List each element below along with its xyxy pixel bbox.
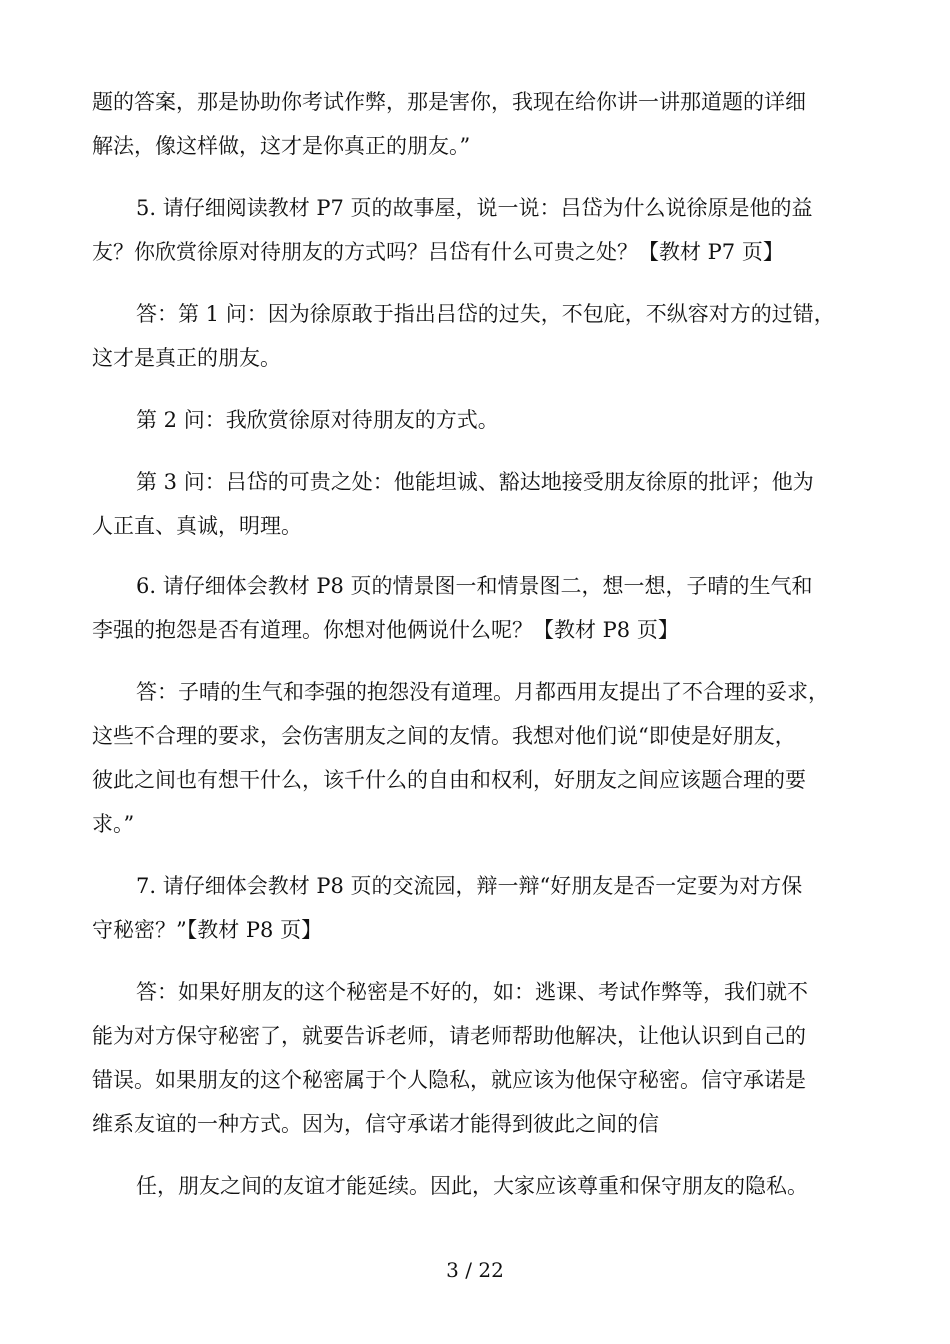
- text-line: 答：第 1 问：因为徐原敢于指出吕岱的过失，不包庇，不纵容对方的过错，: [136, 302, 835, 326]
- text-line: 5. 请仔细阅读教材 P7 页的故事屋，说一说：吕岱为什么说徐原是他的益: [136, 196, 813, 220]
- text-line: 守秘密？”【教材 P8 页】: [92, 918, 323, 942]
- answer-7-continuation: [92, 1164, 872, 1208]
- answer-5-part-2: [92, 398, 872, 442]
- text-line: 7. 请仔细体会教材 P8 页的交流园，辩一辩“好朋友是否一定要为对方保: [136, 874, 803, 898]
- text-line: 答：如果好朋友的这个秘密是不好的，如：逃课、考试作弊等，我们就不: [136, 980, 808, 1004]
- answer-7: [92, 970, 872, 1146]
- text-line: 求。”: [92, 812, 135, 836]
- answer-5-part-1: [92, 292, 872, 380]
- page-number: 3 / 22: [446, 1258, 504, 1282]
- text-line: 题的答案，那是协助你考试作弊，那是害你，我现在给你讲一讲那道题的详细: [92, 90, 806, 114]
- text-line: 人正直、真诚，明理。: [92, 514, 302, 538]
- text-line: 6. 请仔细体会教材 P8 页的情景图一和情景图二，想一想，子晴的生气和: [136, 574, 813, 598]
- text-line: 错误。如果朋友的这个秘密属于个人隐私，就应该为他保守秘密。信守承诺是: [92, 1068, 806, 1092]
- text-line: 这才是真正的朋友。: [92, 346, 281, 370]
- paragraph: [92, 80, 872, 168]
- text-line: 彼此之间也有想干什么，该千什么的自由和权利，好朋友之间应该题合理的要: [92, 768, 806, 792]
- question-6: [92, 564, 872, 652]
- question-5: [92, 186, 872, 274]
- answer-6: [92, 670, 872, 846]
- text-line: 解法，像这样做，这才是你真正的朋友。”: [92, 134, 471, 158]
- text-line: 第 2 问：我欣赏徐原对待朋友的方式。: [136, 408, 499, 432]
- text-line: 李强的抱怨是否有道理。你想对他俩说什么呢？【教材 P8 页】: [92, 618, 679, 642]
- question-7: [92, 864, 872, 952]
- text-line: 任，朋友之间的友谊才能延续。因此，大家应该尊重和保守朋友的隐私。: [136, 1174, 808, 1198]
- text-line: 第 3 问：吕岱的可贵之处：他能坦诚、豁达地接受朋友徐原的批评；他为: [136, 470, 814, 494]
- text-line: 答：子晴的生气和李强的抱怨没有道理。月都西用友提出了不合理的妥求，: [136, 680, 829, 704]
- answer-5-part-3: [92, 460, 872, 548]
- text-line: 能为对方保守秘密了，就要告诉老师，请老师帮助他解决，让他认识到自己的: [92, 1024, 806, 1048]
- text-line: 友？你欣赏徐原对待朋友的方式吗？吕岱有什么可贵之处？【教材 P7 页】: [92, 240, 784, 264]
- text-line: 这些不合理的要求，会伤害朋友之间的友情。我想对他们说“即使是好朋友，: [92, 724, 796, 748]
- text-line: 维系友谊的一种方式。因为，信守承诺才能得到彼此之间的信: [92, 1112, 659, 1136]
